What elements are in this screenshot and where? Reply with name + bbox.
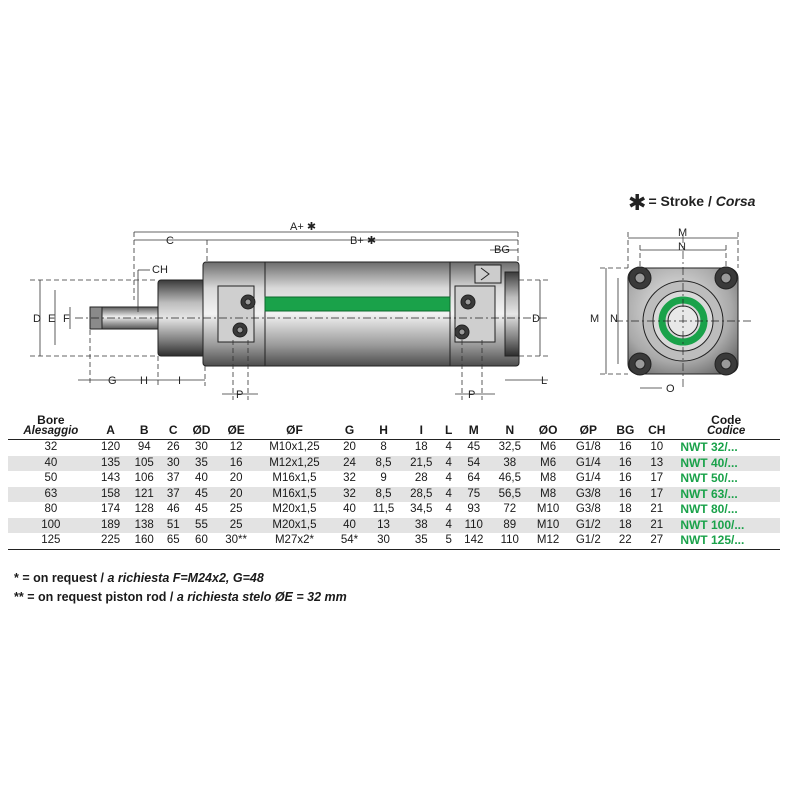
table-cell: 4: [440, 487, 456, 503]
table-cell: 16: [609, 456, 641, 472]
table-cell: 17: [641, 487, 672, 503]
column-header: [161, 404, 185, 440]
table-cell: 120: [94, 440, 128, 456]
footnote-1-it: a richiesta F=M24x2, G=48: [107, 571, 264, 585]
table-cell: G1/4: [575, 472, 601, 484]
table-cell: 5: [440, 533, 456, 549]
table-cell: M8: [540, 472, 557, 484]
table-cell: 32: [334, 487, 365, 503]
table-cell: 46: [166, 503, 180, 515]
table-cell: M10: [529, 518, 567, 534]
column-header-label: ØE: [227, 423, 245, 437]
table-cell: 35: [185, 456, 217, 472]
footnote-2-en: ** = on request piston rod /: [14, 590, 177, 604]
table-cell: 20: [334, 440, 365, 456]
table-cell: 142: [457, 533, 491, 549]
column-header-label: N: [505, 423, 515, 437]
table-cell: 158: [94, 487, 128, 503]
table-cell: 56,5: [491, 487, 529, 503]
table-cell: 72: [503, 503, 517, 515]
dim-label-d: D: [33, 313, 41, 325]
table-cell: 12: [217, 440, 254, 456]
table-cell: 40: [195, 472, 208, 484]
dim-label-ch: CH: [152, 264, 168, 276]
table-cell: 75: [457, 487, 491, 503]
table-cell: 189: [94, 518, 128, 534]
table-cell: 54: [457, 456, 491, 472]
table-cell: 4: [445, 472, 452, 484]
front-view: [615, 235, 752, 390]
dim-label-l: L: [541, 375, 548, 387]
table-cell: 24: [334, 456, 365, 472]
table-cell: 16: [217, 456, 254, 472]
product-code-cell: NWT 32/...: [672, 440, 780, 456]
table-cell: 37: [161, 487, 185, 503]
table-cell: 106: [134, 472, 154, 484]
table-cell: 18: [402, 440, 440, 456]
product-code-cell: NWT 100/...: [672, 518, 780, 534]
table-cell: 4: [440, 518, 456, 534]
column-header: [529, 404, 567, 440]
column-header: [641, 404, 672, 440]
table-row: [8, 440, 780, 456]
table-cell: M20x1,5: [255, 518, 334, 534]
table-cell: 60: [185, 533, 217, 549]
table-cell: 21: [650, 503, 664, 515]
table-cell: 138: [127, 518, 161, 534]
table-row: [8, 471, 780, 487]
table-cell: 125: [8, 533, 94, 549]
dim-label-o: O: [666, 383, 675, 395]
table-row: [8, 533, 780, 549]
table-cell: 100: [8, 518, 94, 534]
stroke-legend: [628, 190, 755, 216]
table-cell: 80: [44, 503, 58, 515]
table-cell: 17: [650, 472, 664, 484]
column-header: [672, 404, 780, 440]
table-cell: 38: [491, 456, 529, 472]
dim-label-n-side: N: [610, 313, 618, 325]
table-cell: 16: [609, 440, 641, 456]
table-cell: 110: [457, 518, 491, 534]
table-cell: M10x1,25: [255, 440, 334, 456]
table-cell: 28,5: [402, 487, 440, 503]
table-cell: 4: [445, 503, 452, 515]
column-header: [94, 404, 128, 440]
column-header-label: CH: [648, 423, 666, 437]
footnote-single-asterisk: [14, 571, 264, 585]
column-header: [609, 404, 641, 440]
column-header-label: BG: [616, 423, 635, 437]
product-code-cell: NWT 50/...: [680, 471, 738, 485]
table-cell: 20: [217, 487, 254, 503]
table-cell: 37: [166, 472, 180, 484]
table-cell: 128: [134, 503, 154, 515]
table-cell: 110: [491, 533, 529, 549]
table-cell: 27: [641, 533, 672, 549]
table-cell: 21,5: [402, 456, 440, 472]
table-cell: 10: [641, 440, 672, 456]
table-cell: M12: [529, 533, 567, 549]
stroke-symbol: ✱: [628, 190, 647, 215]
table-cell: 121: [127, 487, 161, 503]
dim-label-e: E: [48, 313, 56, 325]
table-cell: 63: [8, 487, 94, 503]
column-header: [491, 404, 529, 440]
column-header-label: Bore: [37, 413, 65, 427]
table-cell: 40: [334, 518, 365, 534]
table-cell: 9: [380, 472, 387, 484]
stroke-legend-en: = Stroke /: [648, 193, 716, 209]
column-header-label: ØD: [192, 423, 211, 437]
table-cell: 55: [185, 518, 217, 534]
table-cell: 105: [127, 456, 161, 472]
side-view: [75, 262, 548, 366]
column-header: [457, 404, 491, 440]
table-cell: 50: [44, 472, 58, 484]
table-cell: 16: [609, 487, 641, 503]
table-cell: 30: [185, 440, 217, 456]
table-cell: 4: [440, 440, 456, 456]
table-cell: 160: [127, 533, 161, 549]
dim-label-a: A+ ✱: [290, 221, 317, 233]
column-header-label: Code: [711, 413, 742, 427]
table-cell: 25: [229, 503, 243, 515]
table-cell: 225: [94, 533, 128, 549]
table-cell: 89: [491, 518, 529, 534]
footnote-double-asterisk: [14, 590, 347, 604]
column-header: [185, 404, 217, 440]
table-cell: 8: [365, 440, 402, 456]
table-cell: 34,5: [410, 503, 433, 515]
table-cell: 32: [343, 472, 356, 484]
table-cell: 18: [618, 503, 632, 515]
dim-label-b: B+ ✱: [350, 235, 377, 247]
table-cell: 40: [343, 503, 356, 515]
table-cell: 32: [8, 440, 94, 456]
table-cell: 143: [100, 472, 121, 484]
table-cell: 45: [185, 487, 217, 503]
column-header-label: L: [445, 423, 453, 437]
table-cell: 35: [402, 533, 440, 549]
table-row: [8, 456, 780, 472]
table-header-row: [8, 404, 780, 440]
table-cell: M16x1,5: [255, 487, 334, 503]
table-cell: 16: [618, 472, 632, 484]
dim-label-bg: BG: [494, 244, 510, 256]
product-code-cell: NWT 40/...: [672, 456, 780, 472]
column-header-label: A: [106, 423, 115, 437]
column-header-label: G: [344, 423, 355, 437]
footnote-1-en: * = on request /: [14, 571, 108, 585]
rear-cap: [505, 272, 519, 356]
column-header-label: B: [139, 423, 149, 437]
table-cell: 45: [457, 440, 491, 456]
table-cell: 65: [161, 533, 185, 549]
dim-label-m-top: M: [678, 227, 688, 239]
column-header-label: ØF: [286, 423, 303, 437]
column-header-label: ØO: [538, 423, 558, 437]
table-cell: G1/2: [567, 518, 609, 534]
table-body: [8, 440, 780, 550]
table-row: [8, 502, 780, 518]
table-cell: G1/4: [567, 456, 609, 472]
table-cell: G3/8: [575, 503, 601, 515]
table-cell: 174: [100, 503, 121, 515]
table-cell: 28: [414, 472, 428, 484]
dim-label-p-right: P: [468, 389, 476, 400]
table-cell: 13: [641, 456, 672, 472]
table-cell: 26: [161, 440, 185, 456]
table-cell: 8,5: [365, 456, 402, 472]
table-row: [8, 487, 780, 503]
table-cell: 30**: [217, 533, 254, 549]
column-header: [440, 404, 456, 440]
column-header-label: I: [419, 423, 423, 437]
table-cell: 32,5: [491, 440, 529, 456]
table-cell: 46,5: [498, 472, 521, 484]
table-cell: 4: [440, 456, 456, 472]
product-code-cell: NWT 63/...: [672, 487, 780, 503]
table-cell: 25: [217, 518, 254, 534]
column-header: [334, 404, 365, 440]
table-cell: 54*: [334, 533, 365, 549]
dim-label-c: C: [166, 235, 174, 247]
column-header-label: C: [168, 423, 178, 437]
table-cell: M16x1,5: [272, 472, 317, 484]
table-cell: 135: [94, 456, 128, 472]
column-header-label: ØP: [579, 423, 597, 437]
table-cell: M20x1,5: [272, 503, 317, 515]
table-cell: 20: [229, 472, 243, 484]
table-cell: 22: [609, 533, 641, 549]
table-cell: 11,5: [372, 503, 395, 515]
table-cell: M12x1,25: [255, 456, 334, 472]
table-cell: M8: [529, 487, 567, 503]
column-header-label: M: [468, 423, 479, 437]
table-cell: 64: [467, 472, 481, 484]
dim-label-d-right: D: [532, 313, 540, 325]
table-cell: 21: [641, 518, 672, 534]
table-cell: 93: [467, 503, 481, 515]
table-cell: M10: [536, 503, 560, 515]
table-cell: 94: [127, 440, 161, 456]
dimensions-table: [8, 404, 780, 550]
table-cell: 51: [161, 518, 185, 534]
stroke-legend-it: Corsa: [715, 193, 756, 209]
column-header-sublabel: Codice: [706, 425, 746, 437]
table-cell: G1/8: [567, 440, 609, 456]
port: [475, 265, 501, 283]
table-cell: 8,5: [365, 487, 402, 503]
column-header-sublabel: Alesaggio: [23, 425, 79, 437]
column-header-label: H: [379, 423, 388, 437]
column-header: [127, 404, 161, 440]
table-cell: 40: [8, 456, 94, 472]
table-cell: 38: [402, 518, 440, 534]
column-header: [567, 404, 609, 440]
table-cell: G1/2: [567, 533, 609, 549]
dim-label-n-top: N: [678, 241, 686, 253]
table-cell: 18: [609, 518, 641, 534]
footnote-2-it: a richiesta stelo ØE = 32 mm: [176, 590, 347, 604]
column-header: [255, 404, 334, 440]
dim-label-m-side: M: [590, 313, 600, 325]
column-header: [402, 404, 440, 440]
product-code-cell: NWT 80/...: [680, 502, 738, 516]
table-cell: 30: [365, 533, 402, 549]
product-code-cell: NWT 125/...: [672, 533, 780, 549]
column-header: [217, 404, 254, 440]
table-cell: G3/8: [567, 487, 609, 503]
dim-label-i: I: [178, 375, 182, 387]
table-cell: M6: [529, 440, 567, 456]
dim-label-g: G: [108, 375, 117, 387]
table-row: [8, 518, 780, 534]
dim-label-p-left: P: [236, 389, 244, 400]
table-cell: 45: [195, 503, 208, 515]
table-cell: 13: [365, 518, 402, 534]
dim-label-h: H: [140, 375, 148, 387]
table-cell: M6: [529, 456, 567, 472]
column-header: [8, 404, 94, 440]
column-header: [365, 404, 402, 440]
green-stripe: [265, 297, 450, 311]
table-cell: 30: [161, 456, 185, 472]
dim-label-f: F: [63, 313, 70, 325]
table-cell: M27x2*: [255, 533, 334, 549]
